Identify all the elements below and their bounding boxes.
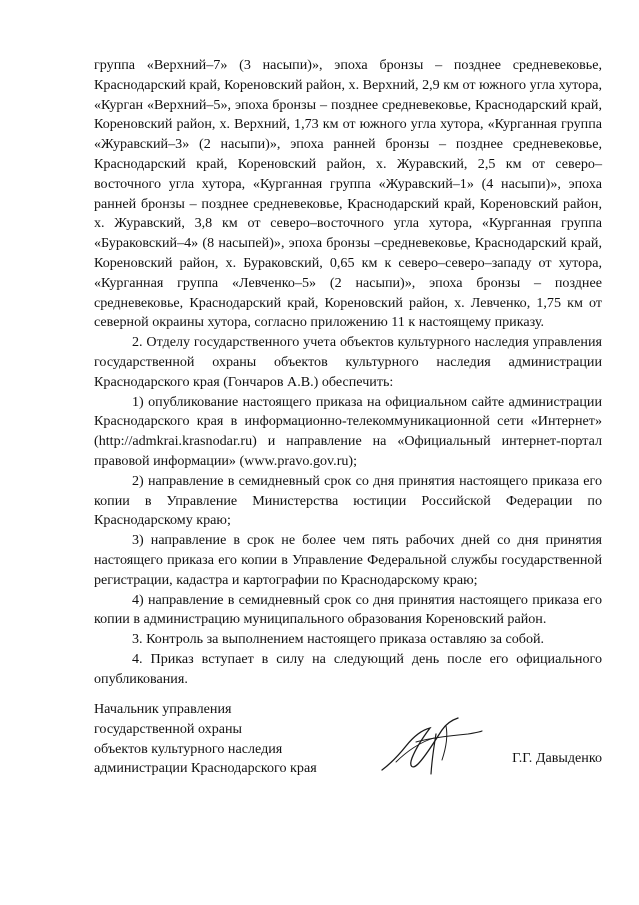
paragraph-3-control: 3. Контроль за выполнением настоящего приказа оставляю за собой. [132, 631, 545, 648]
signatory-title-line: Начальник управления [94, 701, 232, 717]
signatory-name: Г.Г. Давыденко [512, 750, 602, 766]
paragraph-item-3-registration-service: 3) направление в срок не более чем пять рабочих дней со дня принятия настоящего приказа его копии в Управление Федеральной службы государственной регистрации, кадастра и картографии по Краснодарскому краю; [94, 532, 602, 588]
document-body [94, 56, 602, 690]
paragraph-item-2-justice-ministry: 2) направление в семидневный срок со дня принятия настоящего приказа его копии в Управление Министерства юстиции Российской Федерации по Краснодарскому краю; [94, 472, 602, 529]
paragraph-2-instruction: 2. Отделу государственного учета объектов культурного наследия управления государственной охраны объектов культурного наследия администрации Краснодарского края (Гончаров А.В.) обеспечить: [94, 334, 602, 390]
signatory-title [94, 700, 374, 779]
handwritten-signature-icon [376, 712, 484, 782]
signatory-title-line: объектов культурного наследия [94, 740, 283, 757]
signature-block [94, 700, 602, 780]
paragraph-1-continuation: группа «Верхний–7» (3 насыпи)», эпоха бронзы – позднее средневековье, Краснодарский край, Кореновский район, х. Верхний, 2,9 км от южного угла хутора, «Курган «Верхний–5», эпоха бронзы – позднее средневековье, Краснодарский край, Кореновский район, х. Верхний, 1,73 км от южного угла хутора, «Курганная группа «Журавский–3» (2 насыпи)», эпоха ранней бронзы – позднее средневековье, Краснодарский край, Кореновский район, х. Журавский, 2,5 км от северо–восточного угла хутора, «Курганная группа «Журавский–1» (4 насыпи)», эпоха ранней бронзы – позднее средневековье, Краснодарский край, Кореновский район, х. Журавский, 3,8 км от северо–восточного угла хутора, «Курганная группа «Бураковский–4» (8 насыпей)», эпоха бронзы –средневековье, Краснодарский край, Кореновский район, х. Бураковский, 0,65 км к северо–северо–западу от хутора, «Курганная группа «Левченко–5» (2 насыпи)», эпоха бронзы – позднее средневековье, Краснодарский край, Кореновский район, х. Левченко, 1,75 км от северной окраины хутора, согласно приложению 11 к настоящему приказу. [94, 57, 602, 331]
paragraph-4-effective-date: 4. Приказ вступает в силу на следующий день после его официального опубликования. [94, 650, 602, 687]
signatory-title-line: государственной охраны [94, 720, 243, 737]
signatory-title-line: администрации Краснодарского края [94, 760, 317, 777]
paragraph-item-4-municipality: 4) направление в семидневный срок со дня принятия настоящего приказа его копии в администрацию муниципального образования Кореновский район. [94, 591, 602, 628]
paragraph-item-1-publication: 1) опубликование настоящего приказа на официальном сайте администрации Краснодарского края в информационно-телекоммуникационной сети «Интернет» (http://admkrai.krasnodar.ru) и направление на «Официальный интернет-портал правовой информации» (www.pravo.gov.ru); [94, 393, 602, 469]
